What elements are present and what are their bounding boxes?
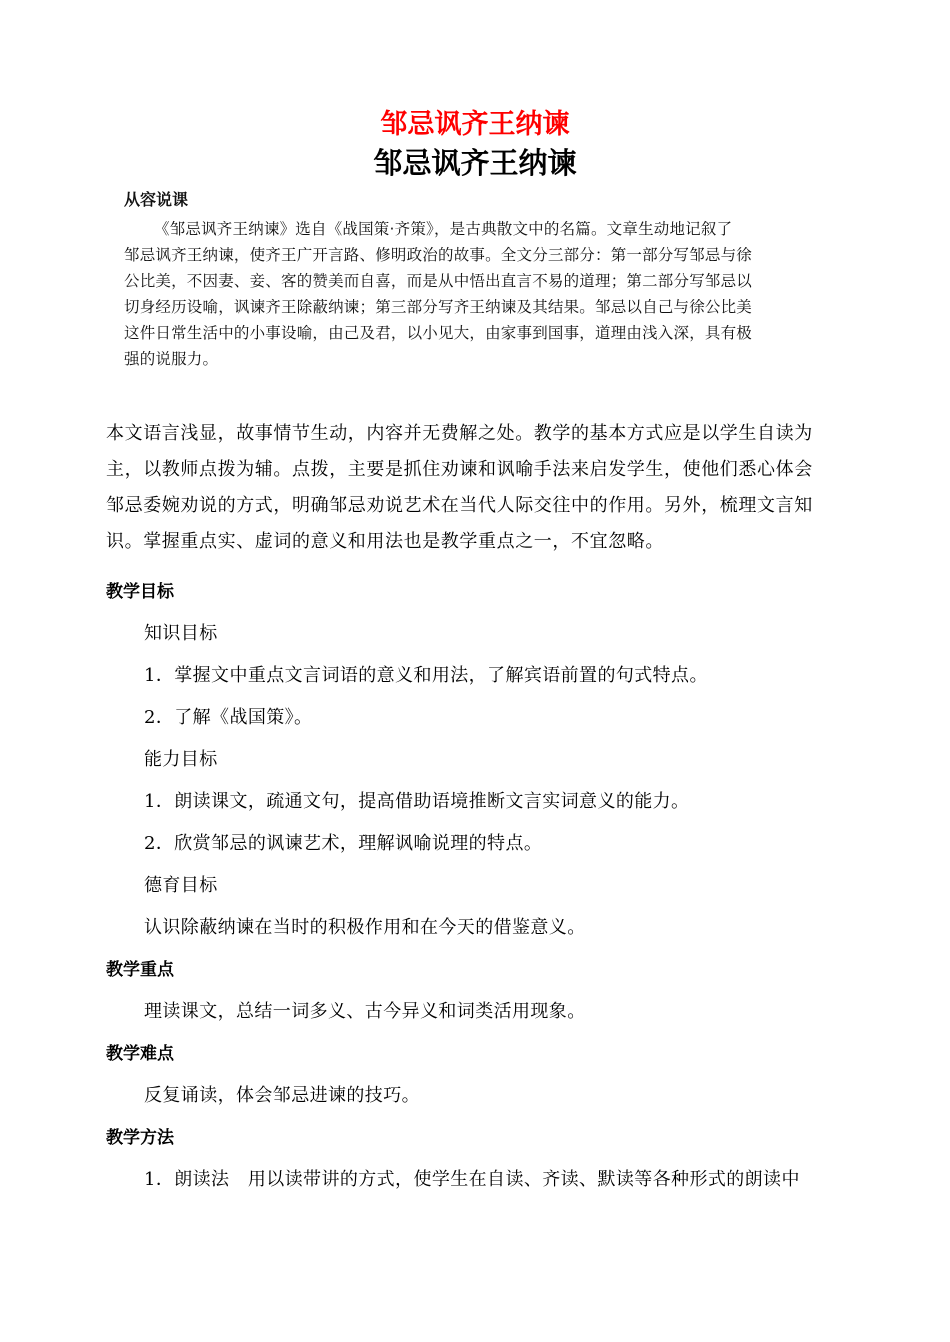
knowledge-goal-item: 1．掌握文中重点文言词语的意义和用法，了解宾语前置的句式特点。 — [144, 665, 708, 686]
ability-goal-item: 1．朗读课文，疏通文句，提高借助语境推断文言实词意义的能力。 — [144, 791, 690, 812]
subheading-ability: 能力目标 — [144, 749, 218, 770]
method-item: 1．朗读法 用以读带讲的方式，使学生在自读、齐读、默读等各种形式的朗读中 — [144, 1169, 800, 1190]
moral-goal-item: 认识除蔽纳谏在当时的积极作用和在今天的借鉴意义。 — [144, 917, 586, 938]
inset-line: 邹忌讽齐王纳谏，使齐王广开言路、修明政治的故事。全文分三部分：第一部分写邹忌与徐 — [124, 246, 753, 264]
section-heading-goals: 教学目标 — [106, 582, 174, 602]
document-title-red: 邹忌讽齐王纳谏 — [380, 109, 570, 140]
inset-line: 公比美，不因妻、妾、客的赞美而自喜，而是从中悟出直言不易的道理；第二部分写邹忌以 — [124, 272, 753, 290]
inset-line: 这件日常生活中的小事设喻，由己及君，以小见大，由家事到国事，道理由浅入深，具有极 — [124, 324, 753, 342]
key-point-item: 理读课文，总结一词多义、古今异义和词类活用现象。 — [144, 1001, 586, 1022]
section-heading-method: 教学方法 — [106, 1128, 174, 1148]
difficulty-item: 反复诵读，体会邹忌进谏的技巧。 — [144, 1085, 420, 1106]
section-heading-difficulty: 教学难点 — [106, 1044, 174, 1064]
inset-line: 强的说服力。 — [124, 350, 219, 368]
intro-paragraph-line: 本文语言浅显，故事情节生动，内容并无费解之处。教学的基本方式应是以学生自读为 — [106, 423, 813, 444]
inset-heading: 从容说课 — [124, 190, 189, 209]
document-title: 邹忌讽齐王纳谏 — [373, 146, 577, 180]
subheading-knowledge: 知识目标 — [144, 623, 218, 644]
inset-line: 切身经历设喻，讽谏齐王除蔽纳谏；第三部分写齐王纳谏及其结果。邹忌以自己与徐公比美 — [124, 298, 753, 316]
intro-paragraph-line: 主，以教师点拨为辅。点拨，主要是抓住劝谏和讽喻手法来启发学生，使他们悉心体会 — [106, 459, 813, 480]
intro-paragraph-line: 邹忌委婉劝说的方式，明确邹忌劝说艺术在当代人际交往中的作用。另外，梳理文言知 — [106, 495, 813, 516]
inset-line: 《邹忌讽齐王纳谏》选自《战国策·齐策》，是古典散文中的名篇。文章生动地记叙了 — [154, 220, 733, 238]
intro-paragraph-line: 识。掌握重点实、虚词的意义和用法也是教学重点之一，不宜忽略。 — [106, 531, 664, 552]
lesson-intro-inset — [124, 188, 850, 372]
section-heading-key-points: 教学重点 — [106, 960, 174, 980]
subheading-moral: 德育目标 — [144, 875, 218, 896]
ability-goal-item: 2．欣赏邹忌的讽谏艺术，理解讽喻说理的特点。 — [144, 833, 543, 854]
document-body — [106, 416, 846, 1192]
knowledge-goal-item: 2．了解《战国策》。 — [144, 707, 313, 728]
